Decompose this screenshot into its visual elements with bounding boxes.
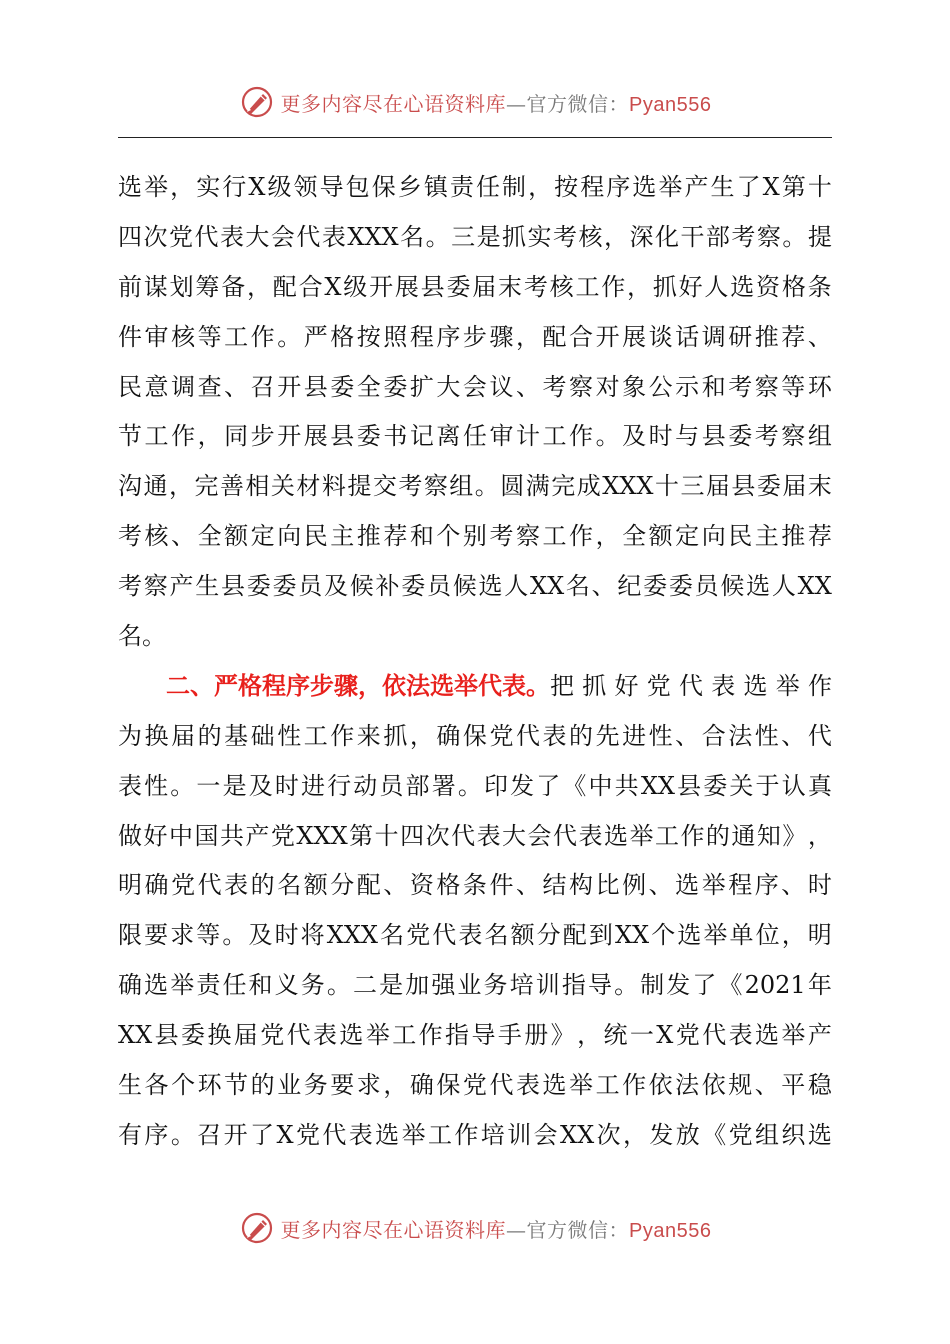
footer-banner-content: [239, 1210, 712, 1246]
paragraph-1-line: 前 谋 划 筹 备 ， 配 合 X 级 开 展 县 委 届 末 考 核 工 作 ， 抓 好 人 选 资 格 条: [118, 272, 832, 301]
paragraph-1-line: 四 次 党 代 表 大 会 代 表 XXX 名 。 三 是 抓 实 考 核 ， 深 化 干 部 考 察 。 提: [118, 222, 832, 251]
banner-title: 更多内容尽在心语资料库: [280, 1217, 507, 1242]
pen-logo-icon: [239, 84, 275, 120]
paragraph-2-line: 明 确 党 代 表 的 名 额 分 配 、 资 格 条 件 、 结 构 比 例 、 选 举 程 序 、 时: [118, 871, 832, 900]
paragraph-1-line: 沟 通 ， 完 善 相 关 材 料 提 交 考 察 组 。 圆 满 完 成 XXX 十 三 届 县 委 届 末: [118, 472, 832, 501]
paragraph-2-line: XX 县 委 换 届 党 代 表 选 举 工 作 指 导 手 册 》 ， 统 一 X 党 代 表 选 举 产: [118, 1021, 832, 1050]
paragraph-1-line: 考 核 、 全 额 定 向 民 主 推 荐 和 个 别 考 察 工 作 ， 全 额 定 向 民 主 推 荐: [118, 522, 832, 551]
paragraph-2-first-line: [118, 662, 832, 712]
paragraph-2-line: 生 各 个 环 节 的 业 务 要 求 ， 确 保 党 代 表 选 举 工 作 依 法 依 规 、 平 稳: [118, 1071, 832, 1100]
paragraph-2: [118, 712, 832, 1161]
banner-wechat-label: 官方微信：: [526, 91, 630, 116]
banner-text: [281, 88, 712, 117]
banner-text: [281, 1214, 712, 1243]
paragraph-2-first-line-text: 把 抓 好 党 代 表 选 举 作: [550, 671, 832, 700]
banner-wechat-id: Pyan556: [629, 93, 712, 116]
paragraph-1-line: 选 举 ， 实 行 X 级 领 导 包 保 乡 镇 责 任 制 ， 按 程 序 选 举 产 生 了 X 第 十: [118, 173, 832, 201]
banner-wechat-label: 官方微信：: [526, 1217, 630, 1242]
banner-title: 更多内容尽在心语资料库: [280, 91, 507, 116]
banner-wechat-id: Pyan556: [629, 1219, 712, 1242]
paragraph-2-line: 做 好 中 国 共 产 党 XXX 第 十 四 次 代 表 大 会 代 表 选 举 工 作 的 通 知 》 ，: [118, 821, 832, 850]
paragraph-2-line: 为 换 届 的 基 础 性 工 作 来 抓 ， 确 保 党 代 表 的 先 进 性 、 合 法 性 、 代: [118, 721, 832, 750]
pen-logo-icon: [239, 1210, 275, 1246]
paragraph-2-line: 限 要 求 等 。 及 时 将 XXX 名 党 代 表 名 额 分 配 到 XX 个 选 举 单 位 ， 明: [118, 921, 832, 950]
banner-dash: —: [506, 91, 527, 116]
header-banner: [0, 82, 950, 122]
paragraph-2-line: 有 序 。 召 开 了 X 党 代 表 选 举 工 作 培 训 会 XX 次 ， 发 放 《 党 组 织 选: [118, 1120, 832, 1149]
paragraph-1-line: 件 审 核 等 工 作 。 严 格 按 照 程 序 步 骤 ， 配 合 开 展 谈 话 调 研 推 荐 、: [118, 322, 832, 351]
paragraph-1-line: 考 察 产 生 县 委 委 员 及 候 补 委 员 候 选 人 XX 名 、 纪 委 委 员 候 选 人 XX: [118, 572, 832, 601]
paragraph-2-line: 确 选 举 责 任 和 义 务 。 二 是 加 强 业 务 培 训 指 导 。 制 发 了 《 2021 年: [118, 971, 832, 1000]
document-body: [118, 163, 832, 1161]
paragraph-1: [118, 163, 832, 662]
header-divider: [118, 137, 832, 138]
header-banner-content: [239, 84, 712, 120]
section-heading: 二、严格程序步骤，依法选举代表。: [166, 671, 550, 700]
paragraph-2-line: 表 性 。 一 是 及 时 进 行 动 员 部 署 。 印 发 了 《 中 共 XX 县 委 关 于 认 真: [118, 771, 832, 800]
banner-dash: —: [506, 1217, 527, 1242]
footer-banner: [0, 1208, 950, 1248]
paragraph-1-line: 名。: [118, 622, 166, 651]
paragraph-1-line: 民 意 调 查 、 召 开 县 委 全 委 扩 大 会 议 、 考 察 对 象 公 示 和 考 察 等 环: [118, 372, 832, 401]
paragraph-1-line: 节 工 作 ， 同 步 开 展 县 委 书 记 离 任 审 计 工 作 。 及 时 与 县 委 考 察 组: [118, 422, 832, 451]
